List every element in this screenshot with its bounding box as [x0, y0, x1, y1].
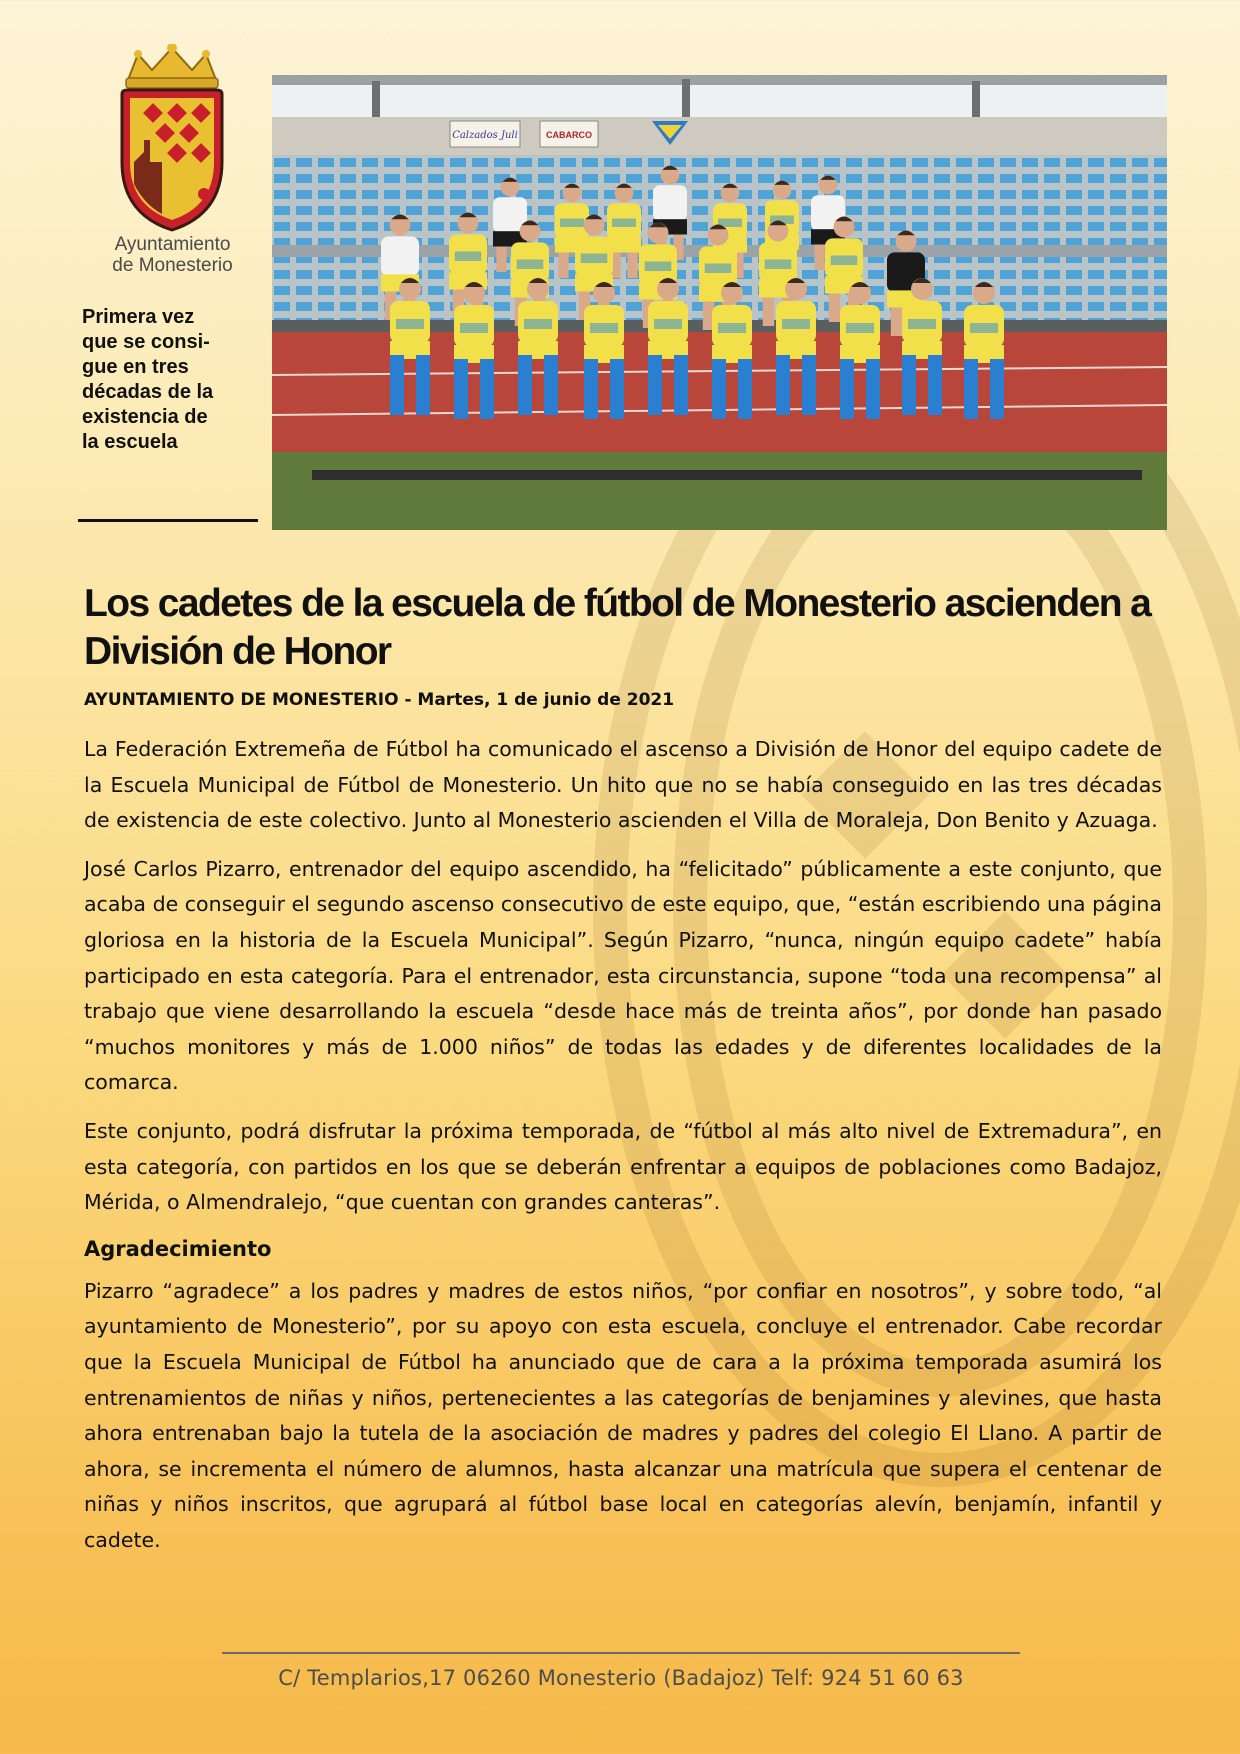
- article-paragraph-1: La Federación Extremeña de Fútbol ha comunicado el ascenso a División de Honor del equipo cadete de la Escuela Municipal de Fútbol de Monesterio. Un hito que no se había conseguido en las tres décadas de existencia de este colectivo. Junto al Monesterio ascienden el Villa de Moraleja, Don Benito y Azuaga.: [84, 737, 1162, 833]
- organization-name-line1: Ayuntamiento: [114, 234, 231, 255]
- article-paragraph-3: Este conjunto, podrá disfrutar la próxima temporada, de “fútbol al más alto nivel de Extremadura”, en esta categoría, con partidos en los que se deberán enfrentar a equipos de poblaciones como Badajoz, Mérida, o Almendralejo, “que cuentan con grandes canteras”.: [84, 1118, 1162, 1215]
- article-body: [84, 732, 1162, 1571]
- banner-text-calzados: Calzados Juli: [452, 130, 518, 141]
- sidebar-highlight-text: Primera vez que se consi- gue en tres décadas de la existencia de la escuela: [82, 306, 214, 453]
- town-crest-icon: [100, 44, 245, 234]
- sidebar-divider: [78, 519, 258, 522]
- organization-name-line2: de Monesterio: [112, 255, 233, 276]
- footer-divider: [222, 1652, 1020, 1654]
- article-headline: Los cadetes de la escuela de fútbol de Monesterio ascienden a División de Honor: [84, 582, 1151, 673]
- organization-name: [100, 234, 245, 276]
- banner-text-cabarco: CABARCO: [546, 130, 592, 140]
- article-paragraph-4: Pizarro “agradece” a los padres y madres de estos niños, “por confiar en nosotros”, y sobre todo, “al ayuntamiento de Monesterio”, por su apoyo con esta escuela, concluye el entrenador. Cabe recordar que la Escuela Municipal de Fútbol ha anunciado que de cara a la próxima temporada asumirá los entrenamientos de niñas y niños, pertenecientes a las categorías de benjamines y alevines, que hasta ahora entrenaban bajo la tutela de la asociación de madres y padres del colegio El Llano. A partir de ahora, se incrementa el número de alumnos, hasta alcanzar una matrícula que supera el centenar de niñas y niños inscritos, que agrupará al fútbol base local en categorías alevín, benjamín, infantil y cadete.: [84, 1278, 1162, 1552]
- article-subheading: Agradecimiento: [84, 1236, 272, 1261]
- team-photo: [272, 75, 1167, 530]
- article-byline: AYUNTAMIENTO DE MONESTERIO - Martes, 1 de junio de 2021: [84, 690, 675, 710]
- footer-address: C/ Templarios,17 06260 Monesterio (Badajoz) Telf: 924 51 60 63: [278, 1666, 964, 1690]
- article-paragraph-2: José Carlos Pizarro, entrenador del equipo ascendido, ha “felicitado” públicamente a este conjunto, que acaba de conseguir el segundo ascenso consecutivo de este equipo, que, “están escribiendo una página gloriosa en la historia de la Escuela Municipal”. Según Pizarro, “nunca, ningún equipo cadete” había participado en esta categoría. Para el entrenador, esta circunstancia, supone “toda una recompensa” al trabajo que viene desarrollando la escuela “desde hace más de treinta años”, por donde han pasado “muchos monitores y más de 1.000 niños” de todas las edades y de diferentes localidades de la comarca.: [84, 856, 1162, 1095]
